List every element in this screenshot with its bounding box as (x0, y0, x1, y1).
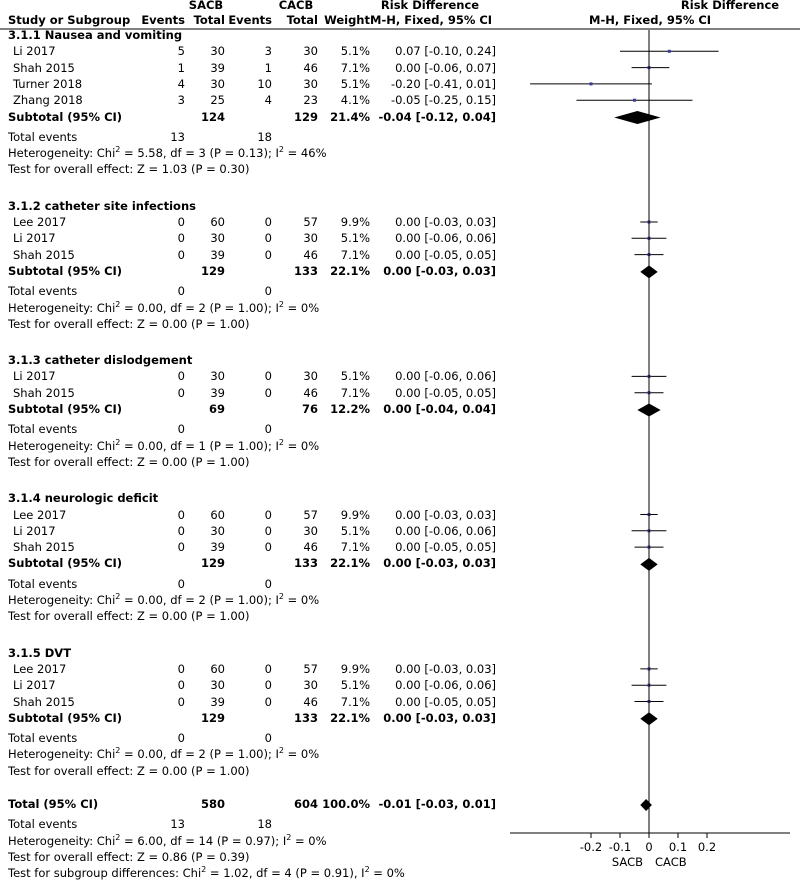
study-name: Zhang 2018 (13, 93, 83, 108)
overall-effect-text: Test for overall effect: Z = 0.00 (P = 1.00) (8, 454, 250, 469)
study-total1: 60 (210, 661, 225, 676)
study-name: Lee 2017 (13, 507, 67, 522)
study-total1: 39 (210, 694, 225, 709)
study-weight: 5.1% (340, 76, 370, 91)
study-events1: 0 (177, 215, 185, 229)
study-total2: 30 (303, 44, 318, 59)
total-events-label: Total events (8, 422, 78, 437)
subtotal-weight: 21.4% (330, 109, 370, 124)
study-events2: 10 (257, 76, 272, 91)
overall-effect-text: Test for overall effect: Z = 0.00 (P = 1.00) (8, 763, 250, 778)
study-name: Shah 2015 (13, 385, 75, 400)
study-events2: 0 (264, 507, 272, 522)
total-events2: 0 (264, 576, 272, 591)
study-total1: 30 (210, 231, 225, 246)
total-events2: 0 (264, 731, 272, 746)
study-events1: 0 (177, 247, 185, 262)
study-events1: 5 (177, 44, 185, 59)
study-total1: 25 (210, 93, 225, 108)
study-0-0-square (668, 50, 671, 53)
subtotal-total1: 69 (208, 402, 225, 416)
study-total2: 46 (303, 247, 318, 262)
study-events1: 4 (177, 76, 185, 91)
study-events1: 0 (177, 523, 185, 538)
study-name: Lee 2017 (13, 661, 67, 676)
study-events2: 0 (264, 231, 272, 246)
total-total2: 604 (293, 797, 318, 811)
study-total2: 30 (303, 678, 318, 693)
study-events1: 0 (177, 661, 185, 676)
study-weight: 7.1% (340, 540, 370, 555)
study-total2: 30 (303, 231, 318, 246)
subtotal-ci: -0.04 [-0.12, 0.04] (378, 109, 496, 124)
study-weight: 7.1% (340, 694, 370, 709)
x-tick-label: -0.2 (579, 840, 603, 854)
study-events2: 0 (264, 540, 272, 555)
study-total1: 39 (210, 60, 225, 75)
study-events2: 0 (264, 678, 272, 693)
total-events2: 0 (264, 422, 272, 437)
study-events1: 3 (177, 93, 185, 108)
study-name: Shah 2015 (13, 60, 75, 75)
study-total1: 30 (210, 678, 225, 693)
study-total2: 46 (303, 540, 318, 555)
study-name: Shah 2015 (13, 694, 75, 709)
study-ci: 0.00 [-0.03, 0.03] (395, 507, 496, 522)
study-events2: 3 (264, 44, 272, 59)
study-ci: -0.05 [-0.25, 0.15] (390, 93, 496, 108)
study-ci: 0.00 [-0.06, 0.07] (395, 60, 496, 75)
total-total1: 580 (200, 797, 225, 811)
total-events-label: Total events (8, 284, 78, 299)
study-total1: 39 (210, 540, 225, 555)
subgroup-title: 3.1.4 neurologic deficit (8, 491, 159, 506)
study-ci: 0.00 [-0.06, 0.06] (395, 231, 496, 246)
study-events2: 0 (264, 523, 272, 538)
subtotal-total2: 133 (293, 556, 318, 571)
study-weight: 4.1% (340, 93, 370, 108)
study-total2: 30 (303, 76, 318, 91)
heterogeneity-text: Heterogeneity: Chi$^2$ = 5.58, df = 3 (P = 0.13); $I^2 = 46\%$ (8, 145, 327, 161)
study-name: Li 2017 (13, 231, 56, 246)
subtotal-total1: 129 (200, 556, 225, 571)
study-0-3-square (633, 99, 636, 102)
x-tick-label: 0.2 (697, 840, 717, 854)
total1-header: Total (193, 13, 225, 27)
subtotal-total1: 129 (200, 263, 225, 278)
subtotal-weight: 22.1% (330, 556, 370, 571)
subtotal-total2: 133 (293, 710, 318, 725)
study-name: Li 2017 (13, 44, 56, 59)
subtotal-label: Subtotal (95% CI) (8, 710, 123, 725)
overall-effect-text: Test for overall effect: Z = 1.03 (P = 0.30) (8, 162, 250, 177)
x-tick-label: 0 (645, 840, 653, 854)
subtotal-weight: 12.2% (330, 402, 370, 416)
rd-method-header: M-H, Fixed, 95% CI (370, 13, 493, 27)
study-name: Li 2017 (13, 369, 56, 384)
group1-header: SACB (188, 0, 224, 12)
subgroup-title: 3.1.2 catheter site infections (8, 198, 196, 213)
overall-effect-text: Test for overall effect: Z = 0.00 (P = 1.00) (8, 609, 250, 624)
study-total1: 39 (210, 247, 225, 262)
study-events1: 0 (177, 540, 185, 555)
study-total2: 46 (303, 385, 318, 400)
study-total2: 30 (303, 369, 318, 384)
study-ci: 0.00 [-0.03, 0.03] (395, 215, 496, 229)
study-events1: 0 (177, 507, 185, 522)
study-ci: 0.00 [-0.05, 0.05] (395, 247, 496, 262)
total-events2: 0 (264, 284, 272, 299)
total-events-label: Total events (8, 576, 78, 591)
study-events1: 1 (177, 60, 185, 75)
study-ci: 0.00 [-0.05, 0.05] (395, 694, 496, 709)
subtotal-label: Subtotal (95% CI) (8, 556, 123, 571)
subgroup-title: 3.1.1 Nausea and vomiting (8, 28, 183, 42)
study-total2: 30 (303, 523, 318, 538)
study-events2: 0 (264, 661, 272, 676)
total-events1: 0 (177, 284, 185, 299)
overall-effect-text: Test for overall effect: Z = 0.00 (P = 1.00) (8, 316, 250, 331)
group2-header: CACB (278, 0, 314, 12)
study-name: Li 2017 (13, 678, 56, 693)
favours-left-label: SACB (611, 855, 643, 869)
overall-heterogeneity-text: Heterogeneity: Chi$^2$ = 6.00, df = 14 (P = 0.97); $I^2 = 0\%$ (8, 832, 327, 848)
study-weight: 9.9% (340, 507, 370, 522)
study-total2: 46 (303, 60, 318, 75)
total-ci: -0.01 [-0.03, 0.01] (378, 797, 496, 811)
total-diamond (640, 799, 652, 811)
study-total1: 30 (210, 523, 225, 538)
study-total1: 60 (210, 215, 225, 229)
study-total2: 57 (303, 215, 318, 229)
study-total1: 30 (210, 369, 225, 384)
study-name: Turner 2018 (13, 76, 83, 91)
study-weight: 7.1% (340, 60, 370, 75)
study-0-2-square (590, 82, 593, 85)
study-total2: 57 (303, 661, 318, 676)
study-events1: 0 (177, 694, 185, 709)
study-ci: 0.00 [-0.06, 0.06] (395, 369, 496, 384)
study-events1: 0 (177, 369, 185, 384)
study-total2: 46 (303, 694, 318, 709)
study-events2: 0 (264, 694, 272, 709)
subtotal-ci: 0.00 [-0.03, 0.03] (383, 710, 496, 725)
total-events-label: Total events (8, 731, 78, 746)
study-weight: 7.1% (340, 247, 370, 262)
study-weight: 9.9% (340, 215, 370, 229)
x-tick-label: -0.1 (608, 840, 632, 854)
total-events1: 0 (177, 422, 185, 437)
total-events1: 0 (177, 576, 185, 591)
study-weight: 5.1% (340, 523, 370, 538)
subtotal-total1: 124 (200, 109, 225, 124)
study-ci: 0.00 [-0.06, 0.06] (395, 523, 496, 538)
study-ci: 0.07 [-0.10, 0.24] (395, 44, 496, 59)
total2-header: Total (286, 13, 318, 27)
x-tick-label: 0.1 (668, 840, 688, 854)
events2-header: Events (228, 13, 272, 27)
favours-right-label: CACB (655, 855, 687, 869)
total-events-label: Total events (8, 129, 78, 144)
overall-events-label: Total events (8, 817, 78, 832)
total-weight: 100.0% (322, 797, 370, 811)
subtotal-weight: 22.1% (330, 710, 370, 725)
subtotal-ci: 0.00 [-0.03, 0.03] (383, 556, 496, 571)
study-weight: 5.1% (340, 678, 370, 693)
weight-header: Weight (324, 13, 370, 27)
subtotal-label: Subtotal (95% CI) (8, 402, 123, 416)
study-weight: 9.9% (340, 661, 370, 676)
study-ci: 0.00 [-0.05, 0.05] (395, 385, 496, 400)
study-total1: 30 (210, 76, 225, 91)
study-weight: 5.1% (340, 44, 370, 59)
study-weight: 5.1% (340, 369, 370, 384)
study-events2: 0 (264, 385, 272, 400)
study-weight: 5.1% (340, 231, 370, 246)
study-total1: 60 (210, 507, 225, 522)
study-ci: 0.00 [-0.03, 0.03] (395, 661, 496, 676)
study-column-header: Study or Subgroup (8, 13, 131, 27)
overall-events2: 18 (257, 817, 272, 832)
subtotal-ci: 0.00 [-0.04, 0.04] (383, 402, 496, 416)
study-name: Shah 2015 (13, 540, 75, 555)
study-weight: 7.1% (340, 385, 370, 400)
study-total2: 57 (303, 507, 318, 522)
overall-effect-total-text: Test for overall effect: Z = 0.86 (P = 0.39) (8, 849, 250, 864)
plot-method-header: M-H, Fixed, 95% CI (589, 13, 712, 27)
plot-title: Risk Difference (680, 0, 780, 12)
heterogeneity-text: Heterogeneity: Chi$^2$ = 0.00, df = 2 (P = 1.00); $I^2 = 0\%$ (8, 592, 320, 607)
study-total1: 30 (210, 44, 225, 59)
study-events1: 0 (177, 231, 185, 246)
subtotal-label: Subtotal (95% CI) (8, 263, 123, 278)
rd-title: Risk Difference (380, 0, 480, 12)
heterogeneity-text: Heterogeneity: Chi$^2$ = 0.00, df = 1 (P = 1.00); $I^2 = 0\%$ (8, 437, 320, 453)
total-events1: 0 (177, 731, 185, 746)
subgroup-title: 3.1.5 DVT (8, 645, 72, 660)
overall-events1: 13 (170, 817, 185, 832)
subtotal-total2: 76 (301, 402, 318, 416)
study-events2: 4 (264, 93, 272, 108)
subtotal-total2: 129 (293, 109, 318, 124)
study-ci: 0.00 [-0.05, 0.05] (395, 540, 496, 555)
subtotal-ci: 0.00 [-0.03, 0.03] (383, 263, 496, 278)
total-events2: 18 (257, 129, 272, 144)
subtotal-total2: 133 (293, 263, 318, 278)
total-events1: 13 (170, 129, 185, 144)
total-label: Total (95% CI) (8, 797, 99, 811)
study-ci: 0.00 [-0.06, 0.06] (395, 678, 496, 693)
study-name: Shah 2015 (13, 247, 75, 262)
subtotal-weight: 22.1% (330, 263, 370, 278)
study-total2: 23 (303, 93, 318, 108)
heterogeneity-text: Heterogeneity: Chi$^2$ = 0.00, df = 2 (P = 1.00); $I^2 = 0\%$ (8, 746, 320, 762)
subtotal-0-diamond (614, 111, 660, 124)
study-events2: 0 (264, 247, 272, 262)
subgroup-title: 3.1.3 catheter dislodgement (8, 353, 193, 368)
study-events1: 0 (177, 678, 185, 693)
study-events1: 0 (177, 385, 185, 400)
subtotal-label: Subtotal (95% CI) (8, 109, 123, 124)
study-total1: 39 (210, 385, 225, 400)
events1-header: Events (141, 13, 185, 27)
study-ci: -0.20 [-0.41, 0.01] (390, 76, 496, 91)
study-name: Li 2017 (13, 523, 56, 538)
study-events2: 0 (264, 215, 272, 229)
study-events2: 1 (264, 60, 272, 75)
study-name: Lee 2017 (13, 215, 67, 229)
subtotal-total1: 129 (200, 710, 225, 725)
heterogeneity-text: Heterogeneity: Chi$^2$ = 0.00, df = 2 (P = 1.00); $I^2 = 0\%$ (8, 299, 320, 315)
subgroup-differences-text: Test for subgroup differences: Chi$^2$ = 1.02, df = 4 (P = 0.91), $I^2 = 0\%$ (8, 865, 405, 880)
study-events2: 0 (264, 369, 272, 384)
